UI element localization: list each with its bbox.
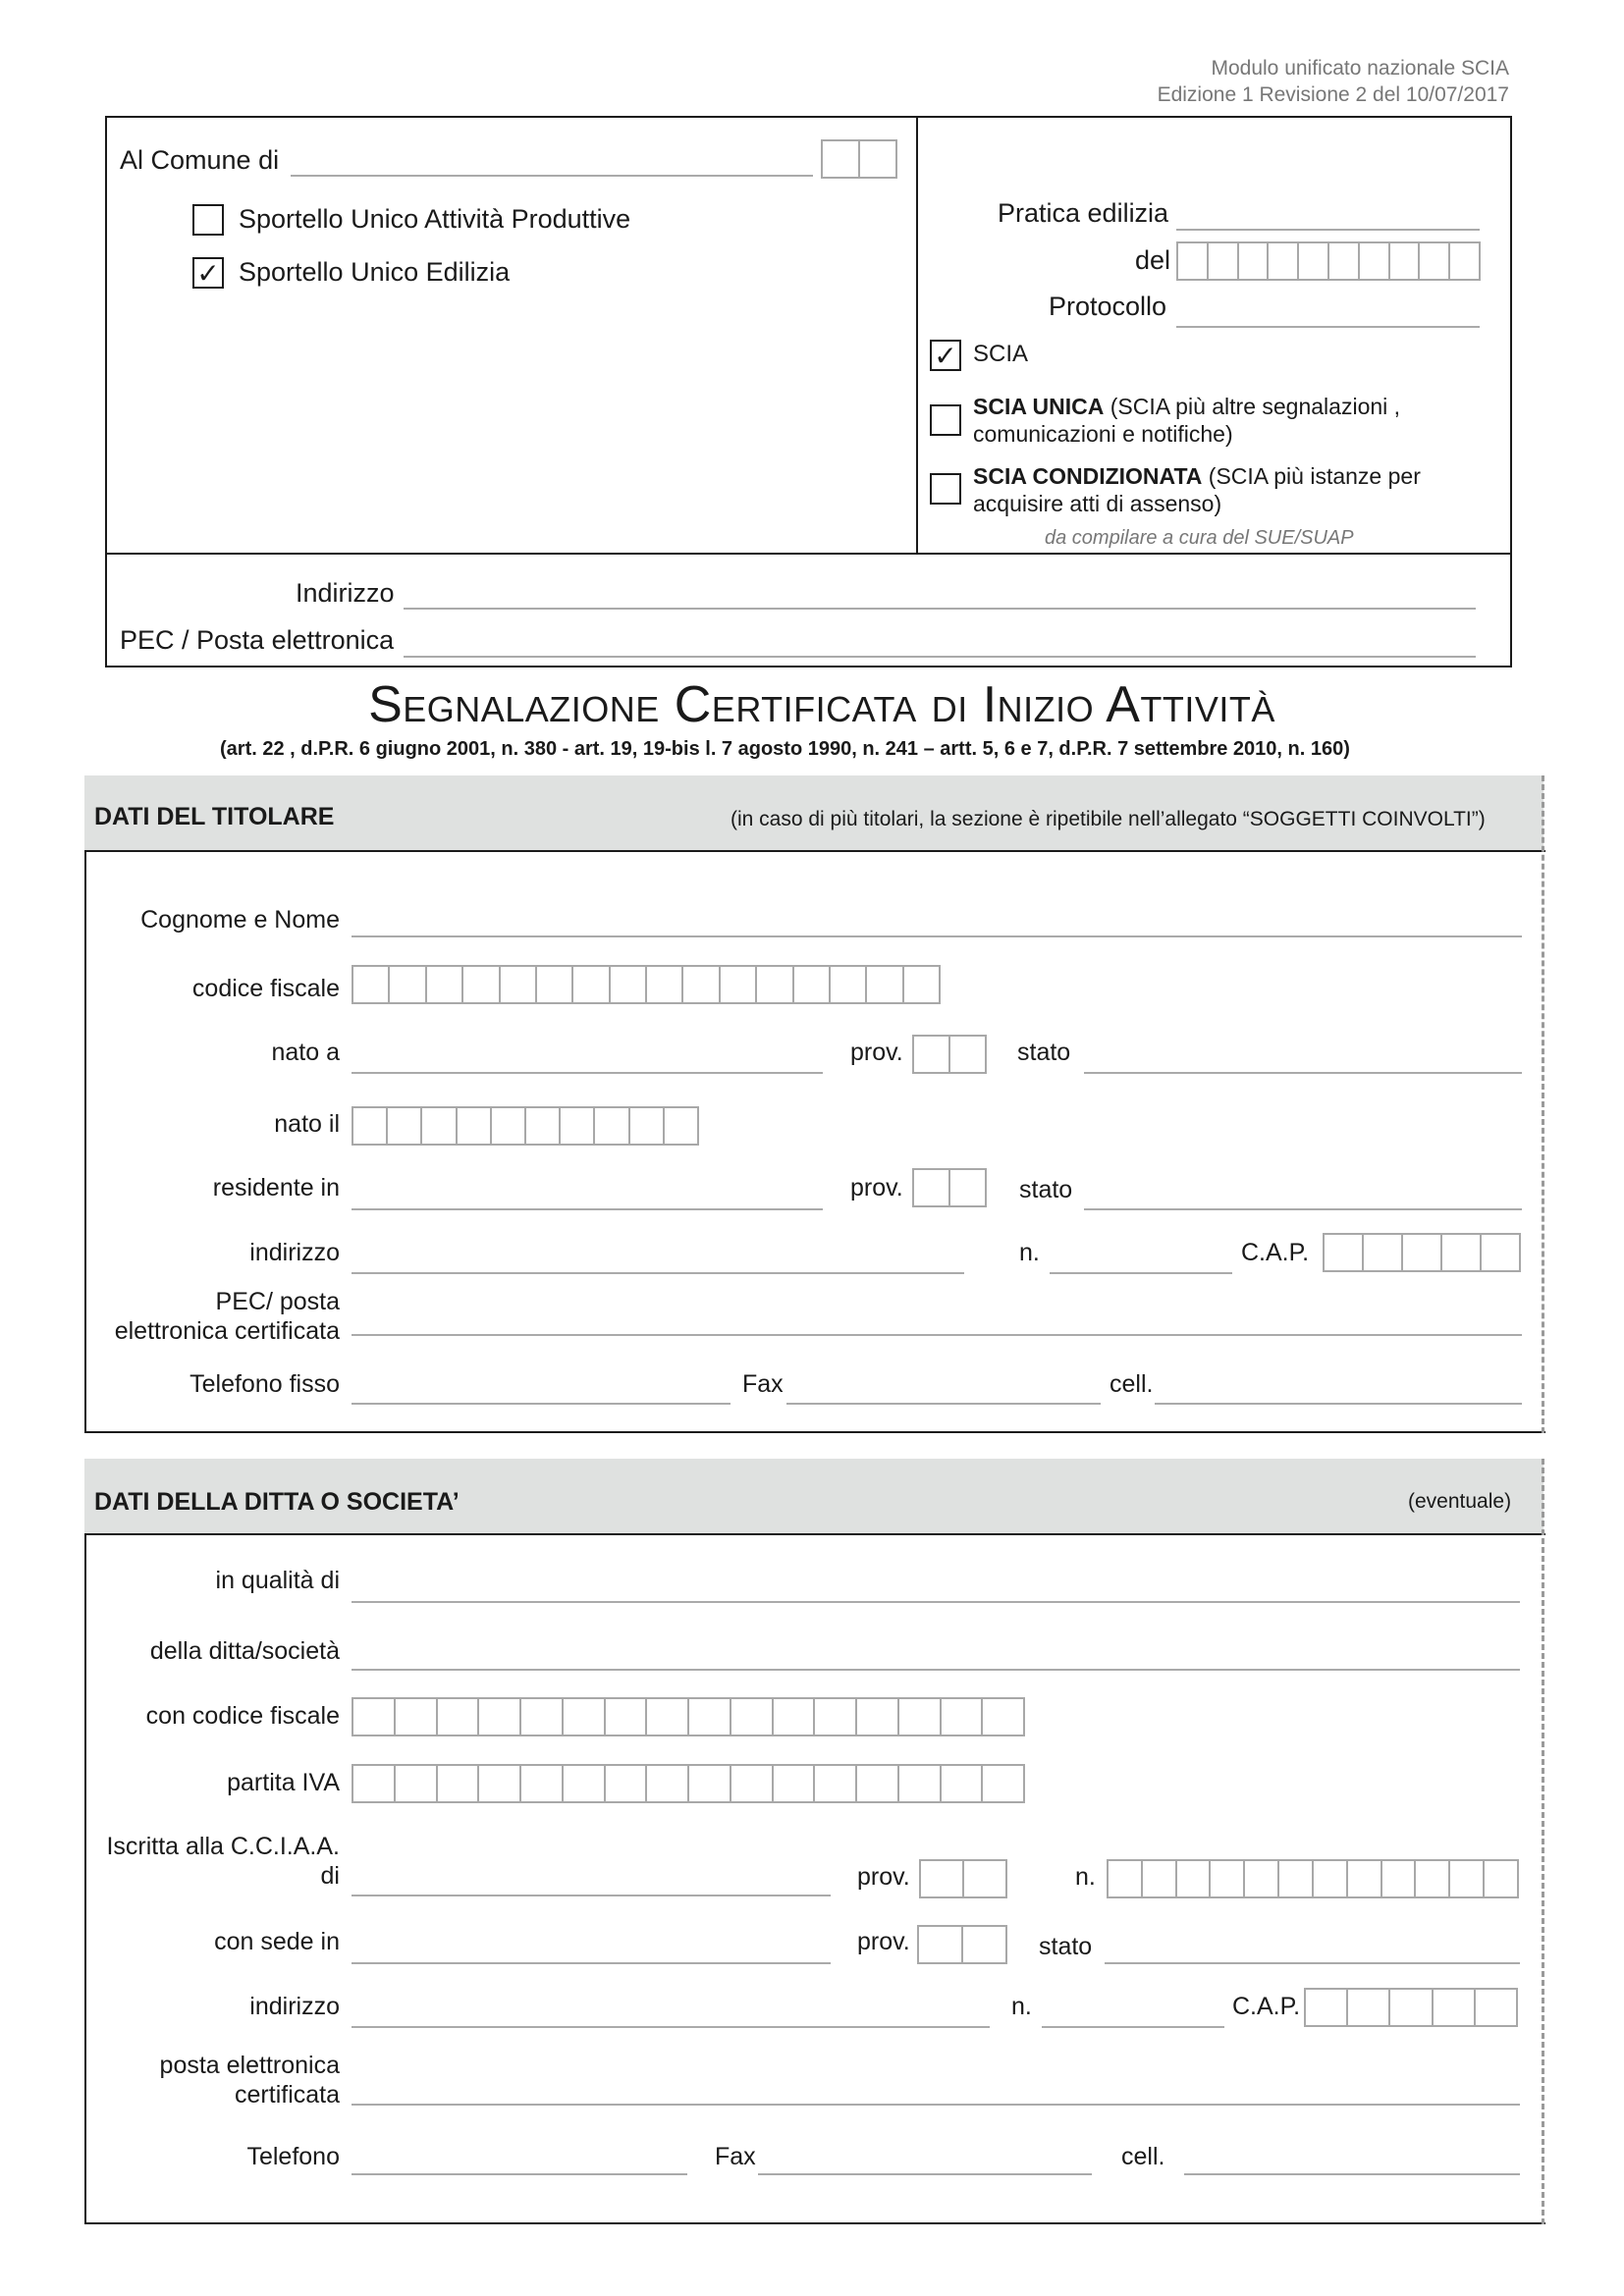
sede-field[interactable] [352, 1962, 831, 1964]
ditta-fax-label: Fax [715, 2143, 756, 2170]
comune-label: Al Comune di [120, 145, 280, 175]
ditta-field[interactable] [352, 1669, 1520, 1671]
ditta-dashed-edge [1542, 1459, 1544, 2224]
comune-prov-cells[interactable] [821, 139, 897, 179]
ditta-pec-label-line1: posta elettronica [159, 2052, 340, 2079]
codice-fiscale-cells[interactable] [352, 965, 941, 1004]
header-horizontal-divider [105, 553, 1512, 555]
header-vertical-divider [916, 116, 918, 554]
scia-checkbox[interactable]: ✓ [930, 340, 961, 371]
scia-unica-desc2: comunicazioni e notifiche) [973, 421, 1233, 447]
ditta-heading: DATI DELLA DITTA O SOCIETA’ [94, 1488, 460, 1516]
pratica-label: Pratica edilizia [998, 198, 1169, 228]
scia-unica-desc: (SCIA più altre segnalazioni , [1104, 394, 1401, 419]
ditta-cap-label: C.A.P. [1232, 1993, 1301, 2020]
nato-a-field[interactable] [352, 1072, 823, 1074]
cognome-nome-label: Cognome e Nome [140, 906, 340, 934]
cognome-nome-field[interactable] [352, 935, 1522, 937]
indirizzo-comune-label: Indirizzo [296, 578, 395, 608]
cciaa-label-line2: di [320, 1862, 340, 1890]
cciaa-n-cells[interactable] [1107, 1859, 1519, 1898]
cciaa-prov-label: prov. [857, 1863, 910, 1891]
edition-info [1158, 55, 1509, 108]
cell-label: cell. [1110, 1370, 1154, 1398]
protocollo-label: Protocollo [1049, 292, 1167, 321]
pec-field[interactable] [352, 1334, 1522, 1336]
page-title: Segnalazione Certificata di Inizio Attività [368, 676, 1275, 733]
pec-label [115, 1287, 340, 1346]
residente-prov-label: prov. [850, 1174, 903, 1201]
partita-iva-label: partita IVA [227, 1769, 340, 1796]
suap-label: Sportello Unico Attività Produttive [239, 204, 631, 234]
ditta-cell-field[interactable] [1184, 2173, 1520, 2175]
comune-field[interactable] [291, 175, 813, 177]
sede-stato-label: stato [1039, 1933, 1093, 1960]
modulo-label: Modulo unificato nazionale SCIA [1211, 57, 1509, 80]
cciaa-n-label: n. [1075, 1863, 1096, 1891]
sede-prov-cells[interactable] [917, 1925, 1007, 1964]
sede-stato-field[interactable] [1105, 1962, 1520, 1964]
sue-checkbox[interactable]: ✓ [192, 257, 224, 289]
nato-prov-label: prov. [850, 1039, 903, 1066]
scia-label: SCIA [973, 341, 1029, 367]
residente-field[interactable] [352, 1208, 823, 1210]
fax-field[interactable] [786, 1403, 1101, 1405]
scia-cond-desc2: acquisire atti di assenso) [973, 491, 1222, 516]
del-label: del [1135, 245, 1171, 275]
scia-condizionata-text [973, 462, 1421, 517]
telefono-field[interactable] [352, 1403, 731, 1405]
compilare-note: da compilare a cura del SUE/SUAP [1045, 527, 1354, 549]
titolare-heading: DATI DEL TITOLARE [94, 803, 335, 830]
ditta-pec-label [160, 2051, 340, 2109]
scia-cond-bold: SCIA CONDIZIONATA [973, 463, 1203, 489]
cciaa-field[interactable] [352, 1895, 831, 1896]
nato-stato-field[interactable] [1084, 1072, 1522, 1074]
residente-stato-field[interactable] [1084, 1208, 1522, 1210]
cciaa-label [106, 1832, 340, 1891]
nato-a-label: nato a [271, 1039, 340, 1066]
ditta-fax-field[interactable] [758, 2173, 1092, 2175]
scia-unica-bold: SCIA UNICA [973, 394, 1105, 419]
nato-il-label: nato il [274, 1110, 340, 1138]
ditta-pec-label-line2: certificata [235, 2081, 340, 2109]
ditta-indirizzo-label: indirizzo [249, 1993, 340, 2020]
pec-comune-field[interactable] [404, 656, 1476, 658]
codice-fiscale-label: codice fiscale [191, 975, 340, 1002]
residente-stato-label: stato [1019, 1176, 1073, 1203]
sede-label: con sede in [214, 1928, 340, 1955]
cciaa-prov-cells[interactable] [919, 1859, 1007, 1898]
nato-prov-cells[interactable] [912, 1035, 987, 1074]
nato-stato-label: stato [1017, 1039, 1071, 1066]
fax-label: Fax [742, 1370, 784, 1398]
civico-label: n. [1019, 1239, 1040, 1266]
telefono-label: Telefono fisso [189, 1370, 340, 1398]
titolare-dashed-edge [1542, 775, 1544, 1433]
indirizzo-comune-field[interactable] [404, 608, 1476, 610]
civico-field[interactable] [1050, 1272, 1232, 1274]
ditta-cap-cells[interactable] [1304, 1988, 1518, 2027]
pec-label-line1: PEC/ posta [215, 1288, 340, 1315]
del-date-cells[interactable] [1176, 241, 1481, 281]
suap-checkbox[interactable] [192, 204, 224, 236]
indirizzo-label: indirizzo [249, 1239, 340, 1266]
ditta-telefono-label: Telefono [246, 2143, 340, 2170]
pec-comune-label: PEC / Posta elettronica [120, 625, 395, 655]
pec-label-line2: elettronica certificata [114, 1317, 340, 1345]
legal-reference: (art. 22 , d.P.R. 6 giugno 2001, n. 380 - art. 19, 19-bis l. 7 agosto 1990, n. 241 – artt. 5, 6 e 7, d.P.R. 7 settembre 2010, n. 160) [220, 738, 1350, 760]
pratica-field[interactable] [1176, 229, 1480, 231]
cciaa-label-line1: Iscritta alla C.C.I.A.A. [106, 1833, 340, 1860]
ditta-pec-field[interactable] [352, 2104, 1520, 2106]
titolare-note: (in caso di più titolari, la sezione è ripetibile nell’allegato “SOGGETTI COINVOLTI”) [731, 808, 1486, 830]
scia-unica-checkbox[interactable] [930, 404, 961, 436]
partita-iva-cells[interactable] [352, 1764, 1025, 1803]
residente-label: residente in [212, 1174, 340, 1201]
ditta-indirizzo-field[interactable] [352, 2026, 990, 2028]
nato-il-cells[interactable] [352, 1106, 699, 1146]
scia-unica-text [973, 393, 1400, 448]
edizione-label: Edizione 1 Revisione 2 del 10/07/2017 [1157, 83, 1509, 106]
ditta-civico-field[interactable] [1042, 2026, 1224, 2028]
cap-label: C.A.P. [1241, 1239, 1310, 1266]
ditta-civico-label: n. [1011, 1993, 1032, 2020]
protocollo-field[interactable] [1176, 326, 1480, 328]
scia-cond-desc: (SCIA più istanze per [1202, 463, 1421, 489]
ditta-note: (eventuale) [1408, 1490, 1512, 1513]
cell-field[interactable] [1155, 1403, 1522, 1405]
cap-cells[interactable] [1323, 1233, 1521, 1272]
qualita-label: in qualità di [215, 1567, 340, 1594]
sue-label: Sportello Unico Edilizia [239, 257, 511, 287]
ditta-telefono-field[interactable] [352, 2173, 687, 2175]
ditta-cell-label: cell. [1121, 2143, 1165, 2170]
sede-prov-label: prov. [857, 1928, 910, 1955]
ditta-cf-cells[interactable] [352, 1697, 1025, 1736]
scia-condizionata-checkbox[interactable] [930, 473, 961, 505]
ditta-cf-label: con codice fiscale [145, 1702, 340, 1730]
qualita-field[interactable] [352, 1601, 1520, 1603]
indirizzo-field[interactable] [352, 1272, 964, 1274]
residente-prov-cells[interactable] [912, 1168, 987, 1207]
ditta-label: della ditta/società [149, 1637, 340, 1665]
